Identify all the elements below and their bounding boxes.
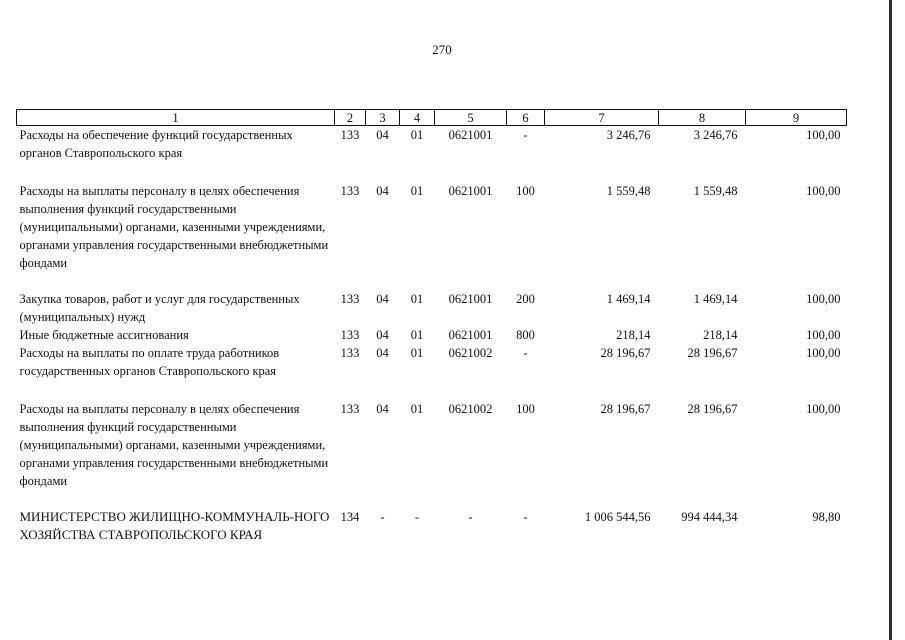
row-ministry-code: 133 [340,346,360,360]
row-executed: 3 246,76 [693,128,738,142]
row-name: МИНИСТЕРСТВО ЖИЛИЩНО-КОММУНАЛЬ-НОГО ХОЗЯЙСТВА СТАВРОПОЛЬСКОГО КРАЯ [19,509,330,542]
header-col-4: 4 [400,110,435,126]
row-name: Закупка товаров, работ и услуг для государственных (муниципальных) нужд [19,292,300,324]
row-target-article: 0621001 [448,292,493,306]
row-ministry-code: 133 [340,184,360,198]
row-subsection: 01 [410,292,424,306]
row-planned: 1 559,48 [606,184,651,198]
page-edge-line [889,0,892,640]
row-percent: 100,00 [806,402,841,416]
row-name: Расходы на выплаты персоналу в целях обеспечения выполнения функций государственными (муниципальными) органами, казенными учреждениями, органами управления государственными внебюджетными фондами [19,184,329,270]
row-target-article: 0621002 [448,402,493,416]
row-percent: 100,00 [806,292,841,306]
header-col-8: 8 [659,110,746,126]
row-planned: 1 006 544,56 [584,510,651,524]
row-name: Расходы на выплаты по оплате труда работников государственных органов Ставропольского края [19,346,280,378]
row-name: Иные бюджетные ассигнования [19,328,189,342]
row-planned: 218,14 [616,328,651,342]
header-col-1: 1 [17,110,335,126]
row-subsection: 01 [410,184,424,198]
row-percent: 100,00 [806,346,841,360]
table-row [17,326,847,344]
table-row [17,182,847,290]
row-executed: 218,14 [703,328,738,342]
row-expense-type: - [523,510,528,524]
row-name: Расходы на обеспечение функций государственных органов Ставропольского края [19,128,293,160]
row-target-article: 0621001 [448,328,493,342]
header-col-2: 2 [335,110,366,126]
table-row [17,400,847,508]
row-subsection: - [414,510,420,524]
row-ministry-code: 133 [340,328,360,342]
table-row [17,290,847,326]
row-expense-type: 800 [516,328,535,342]
row-expense-type: - [523,346,528,360]
row-executed: 1 469,14 [693,292,738,306]
row-executed: 28 196,67 [687,402,738,416]
row-ministry-code: 134 [340,510,360,524]
row-target-article: 0621001 [448,184,493,198]
row-planned: 1 469,14 [606,292,651,306]
row-percent: 100,00 [806,328,841,342]
budget-table [16,109,847,544]
header-col-9: 9 [746,110,847,126]
row-subsection: 01 [410,402,424,416]
header-col-3: 3 [366,110,400,126]
row-target-article: - [468,510,473,524]
row-section: 04 [376,328,389,342]
row-subsection: 01 [410,328,424,342]
row-executed: 1 559,48 [693,184,738,198]
row-section: 04 [376,292,389,306]
row-target-article: 0621001 [448,128,493,142]
row-section: 04 [376,128,389,142]
row-section: 04 [376,402,389,416]
row-executed: 994 444,34 [681,510,738,524]
row-planned: 3 246,76 [606,128,651,142]
row-planned: 28 196,67 [600,346,651,360]
row-name: Расходы на выплаты персоналу в целях обеспечения выполнения функций государственными (муниципальными) органами, казенными учреждениями, органами управления государственными внебюджетными фондами [19,402,329,488]
table-header-row [17,110,847,126]
header-col-6: 6 [507,110,545,126]
row-section: 04 [376,184,389,198]
row-ministry-code: 133 [340,402,360,416]
row-subsection: 01 [410,128,424,142]
row-percent: 100,00 [806,184,841,198]
row-section: - [380,510,385,524]
page-number: 270 [432,42,452,57]
row-ministry-code: 133 [340,128,360,142]
row-percent: 100,00 [806,128,841,142]
row-target-article: 0621002 [448,346,493,360]
header-col-7: 7 [545,110,659,126]
header-col-5: 5 [435,110,507,126]
table-row-ministry [17,508,847,544]
table-row [17,344,847,400]
row-executed: 28 196,67 [687,346,738,360]
row-percent: 98,80 [812,510,841,524]
row-planned: 28 196,67 [600,402,651,416]
row-expense-type: 200 [516,292,535,306]
row-section: 04 [376,346,389,360]
row-subsection: 01 [410,346,424,360]
row-expense-type: 100 [516,184,535,198]
row-expense-type: 100 [516,402,535,416]
row-ministry-code: 133 [340,292,360,306]
table-row [17,126,847,183]
row-expense-type: - [523,128,528,142]
